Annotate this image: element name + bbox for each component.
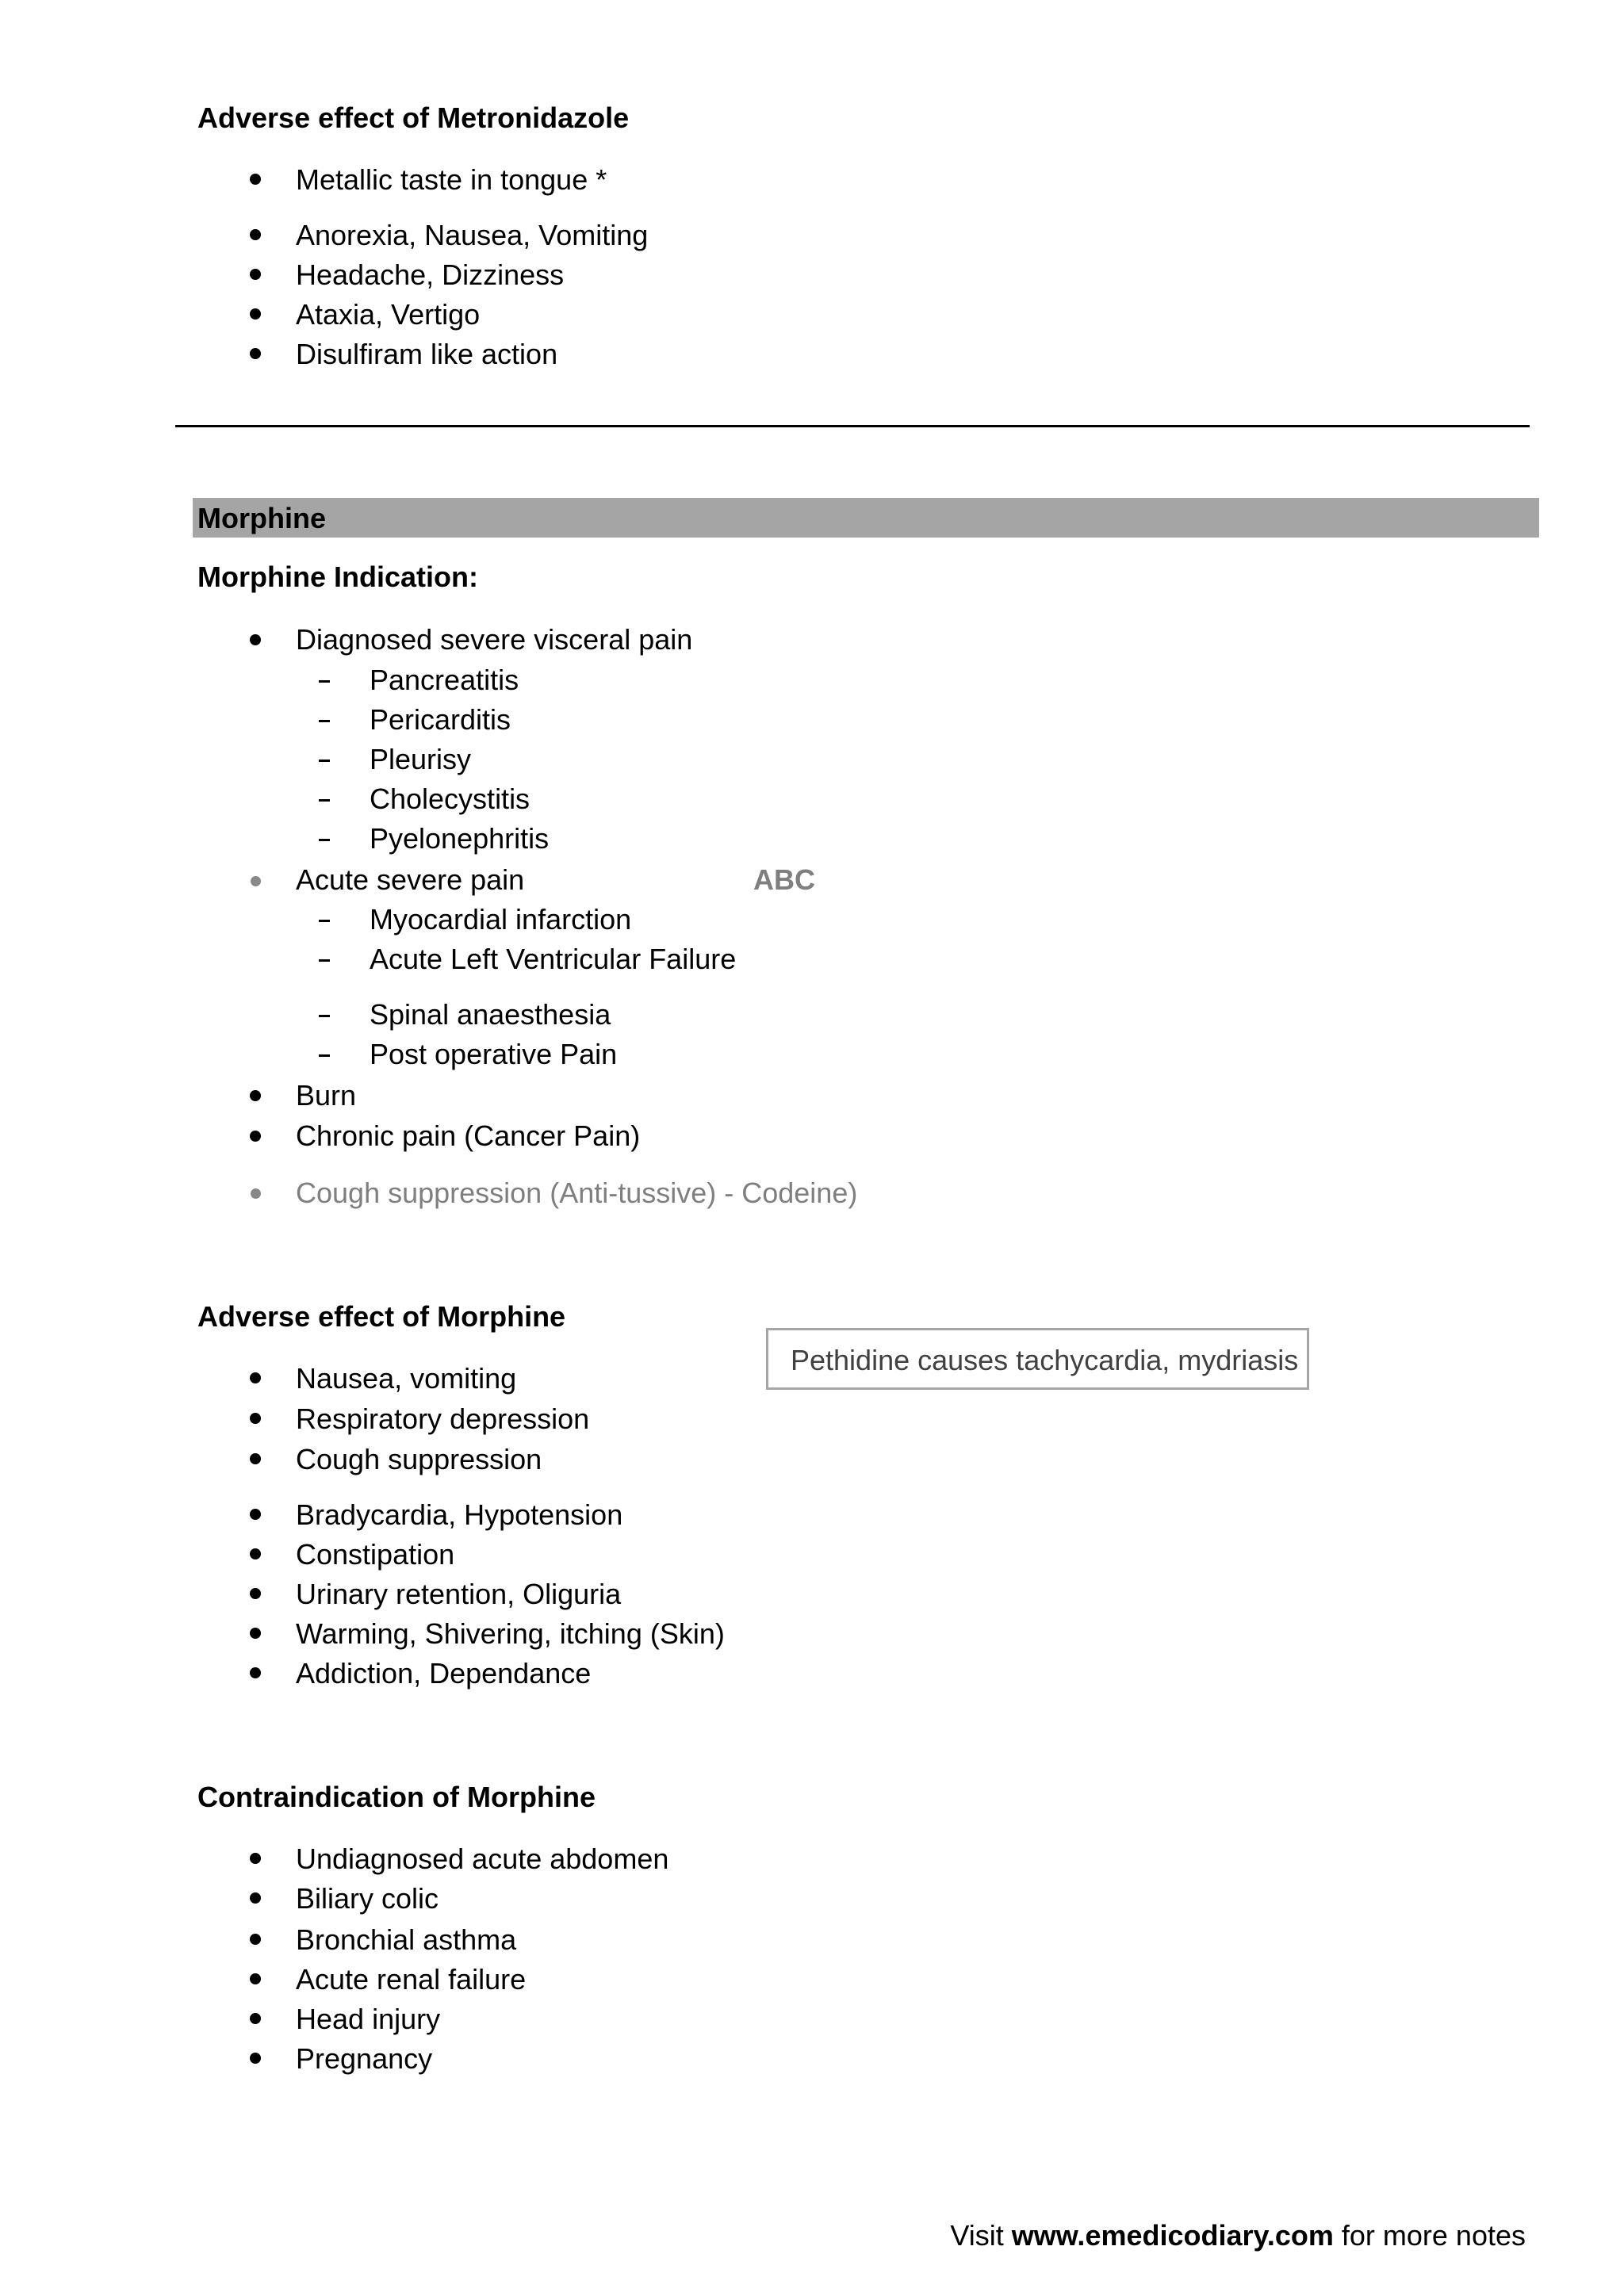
bullet-icon bbox=[250, 2053, 261, 2064]
dash-icon bbox=[319, 920, 330, 922]
bullet-icon bbox=[250, 1628, 261, 1639]
annotation-label: ABC bbox=[753, 863, 815, 896]
list-item: Diagnosed severe visceral pain bbox=[296, 623, 693, 656]
dash-icon bbox=[319, 839, 330, 841]
footer bbox=[950, 2221, 1526, 2250]
sub-list-item: Myocardial infarction bbox=[370, 903, 632, 936]
list-item: Biliary colic bbox=[296, 1882, 439, 1915]
bullet-icon bbox=[250, 348, 261, 359]
bullet-icon bbox=[250, 269, 261, 280]
dash-icon bbox=[319, 799, 330, 802]
section-title-bar bbox=[193, 498, 1539, 538]
list-item: Headache, Dizziness bbox=[296, 258, 565, 291]
bullet-icon bbox=[250, 229, 261, 240]
sub-list-item: Pleurisy bbox=[370, 743, 472, 775]
bullet-icon bbox=[250, 2013, 261, 2024]
dash-icon bbox=[319, 720, 330, 722]
dash-icon bbox=[319, 959, 330, 962]
bullet-icon bbox=[250, 634, 261, 645]
bullet-icon bbox=[250, 1509, 261, 1520]
list-item: Bronchial asthma bbox=[296, 1923, 517, 1956]
bullet-icon bbox=[250, 1667, 261, 1678]
bullet-icon bbox=[250, 1853, 261, 1864]
section-divider bbox=[175, 425, 1530, 427]
list-item: Ataxia, Vertigo bbox=[296, 298, 481, 331]
sub-list-item: Pyelonephritis bbox=[370, 822, 550, 855]
bullet-icon bbox=[250, 1588, 261, 1599]
sub-list-item: Pancreatitis bbox=[370, 664, 519, 696]
bullet-icon bbox=[250, 1892, 261, 1904]
note-box bbox=[766, 1328, 1309, 1390]
footer-prefix: Visit bbox=[950, 2219, 1012, 2252]
bullet-icon bbox=[250, 308, 261, 320]
metronidazole-heading: Adverse effect of Metronidazole bbox=[197, 101, 630, 134]
dash-icon bbox=[319, 760, 330, 762]
section-title: Morphine bbox=[197, 502, 326, 534]
bullet-icon bbox=[250, 1372, 261, 1383]
list-item: Cough suppression bbox=[296, 1443, 542, 1475]
list-item: Bradycardia, Hypotension bbox=[296, 1498, 623, 1531]
list-item: Warming, Shivering, itching (Skin) bbox=[296, 1617, 725, 1650]
sub-list-item: Acute Left Ventricular Failure bbox=[370, 943, 737, 975]
sub-list-item: Post operative Pain bbox=[370, 1038, 618, 1070]
bullet-icon bbox=[251, 1188, 261, 1199]
bullet-icon bbox=[250, 1548, 261, 1559]
list-item: Chronic pain (Cancer Pain) bbox=[296, 1119, 641, 1152]
dash-icon bbox=[319, 680, 330, 683]
bullet-icon bbox=[250, 1131, 261, 1142]
list-item: Nausea, vomiting bbox=[296, 1362, 517, 1395]
list-item: Head injury bbox=[296, 2003, 441, 2035]
indication-heading: Morphine Indication: bbox=[197, 561, 478, 593]
bullet-icon bbox=[250, 174, 261, 185]
list-item: Acute severe pain bbox=[296, 863, 525, 896]
list-item: Metallic taste in tongue * bbox=[296, 163, 607, 196]
list-item: Cough suppression (Anti-tussive) - Codeine) bbox=[296, 1177, 858, 1209]
sub-list-item: Spinal anaesthesia bbox=[370, 998, 611, 1031]
contraindication-heading: Contraindication of Morphine bbox=[197, 1781, 596, 1813]
list-item: Acute renal failure bbox=[296, 1963, 527, 1996]
bullet-icon bbox=[250, 1090, 261, 1101]
bullet-icon bbox=[251, 876, 261, 886]
bullet-icon bbox=[250, 1413, 261, 1424]
bullet-icon bbox=[250, 1934, 261, 1945]
list-item: Burn bbox=[296, 1079, 357, 1112]
footer-link[interactable]: www.emedicodiary.com bbox=[1011, 2219, 1334, 2252]
list-item: Pregnancy bbox=[296, 2042, 433, 2075]
sub-list-item: Cholecystitis bbox=[370, 783, 530, 815]
bullet-icon bbox=[250, 1973, 261, 1984]
list-item: Respiratory depression bbox=[296, 1402, 590, 1435]
list-item: Disulfiram like action bbox=[296, 338, 558, 370]
dash-icon bbox=[319, 1015, 330, 1017]
list-item: Anorexia, Nausea, Vomiting bbox=[296, 219, 649, 251]
note-text: Pethidine causes tachycardia, mydriasis bbox=[791, 1344, 1299, 1376]
list-item: Constipation bbox=[296, 1538, 455, 1571]
footer-suffix: for more notes bbox=[1333, 2219, 1526, 2252]
dash-icon bbox=[319, 1054, 330, 1057]
adverse-heading: Adverse effect of Morphine bbox=[197, 1300, 566, 1333]
list-item: Addiction, Dependance bbox=[296, 1657, 592, 1689]
sub-list-item: Pericarditis bbox=[370, 703, 511, 736]
list-item: Urinary retention, Oliguria bbox=[296, 1578, 622, 1610]
list-item: Undiagnosed acute abdomen bbox=[296, 1843, 669, 1875]
bullet-icon bbox=[250, 1453, 261, 1464]
